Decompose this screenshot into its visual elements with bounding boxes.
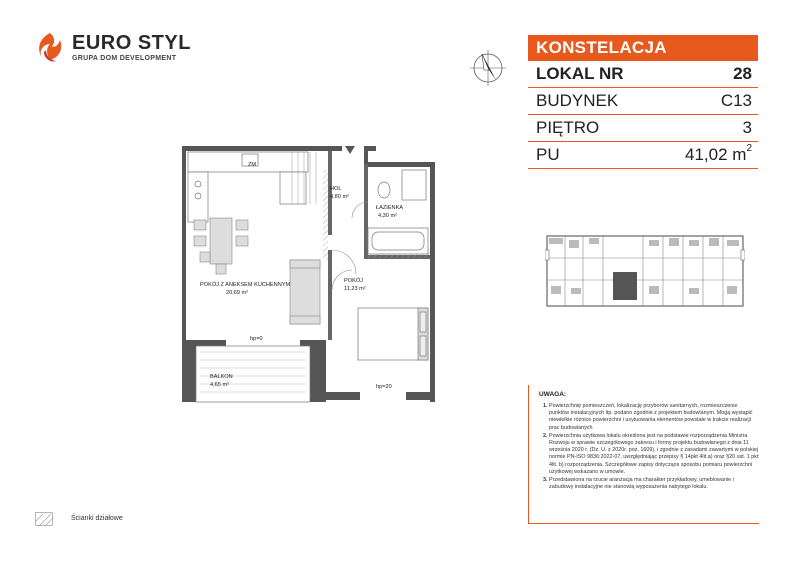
notes-title: UWAGA:: [539, 391, 567, 398]
notes-list: [537, 403, 759, 492]
room-area-living: 20,69 m²: [226, 290, 249, 296]
project-title: KONSTELACJA: [528, 35, 758, 61]
legend-label: Ścianki działowe: [71, 515, 123, 522]
zm-label: ZM: [248, 162, 257, 168]
room-name-balcony: BALKON: [210, 374, 233, 380]
info-row-budynek: [528, 88, 758, 115]
info-value: C13: [720, 91, 752, 110]
hatch-swatch-icon: [35, 512, 53, 526]
info-value-area: [685, 145, 752, 165]
hp20-mark: hp=20: [376, 384, 392, 390]
room-area-bedroom: 11,23 m²: [344, 286, 366, 292]
hp0-mark: hp=0: [250, 336, 263, 342]
brand-name: EURO STYL: [72, 32, 191, 54]
floor-plan: [180, 140, 442, 408]
building-key-plan: [545, 228, 745, 314]
note-item: 1. Powierzchnię pomieszczeń, lokalizację przyborów sanitarnych, rozmieszczenie punktów instalacyjnych itp. podano zgodnie z projektem budowlanym. Mogą wystąpić niewielkie różnice powierzchni i usytuowania elementów powstałe w trakcie realizacji prac budowlanych: [549, 403, 759, 432]
info-row-pietro: [528, 115, 758, 142]
flame-logo-icon: [32, 30, 68, 66]
note-item: 2. Powierzchnia użytkowa lokalu określona jest na podstawie rozporządzenia Ministra Rozwoju w sprawie szczegółowego zakresu i formy projektu budowlanego z dnia 11 września 2020 r. (Dz. U. z 2020r. poz. 1609), i zgodnie z zasadami zawartymi w polskiej normie PN-ISO 9836:2022-07, uwzględniając przepisy § 14pkt 4lit.a) oraz §20 ust. 1 pkt 4lit. b) rozporządzenia. Szczegółowe zapisy dotyczące sposobu pomiaru powierzchni użytkowej wskazano w umowie.: [549, 433, 759, 476]
area-value: 41,02 m: [685, 145, 747, 164]
room-name-living: POKÓJ Z ANEKSEM KUCHENNYM: [200, 282, 291, 288]
room-area-bathroom: 4,30 m²: [378, 213, 397, 219]
info-label: PIĘTRO: [536, 118, 600, 137]
info-row-pu: [528, 142, 758, 169]
info-label: BUDYNEK: [536, 91, 619, 110]
apartment-info-panel: [528, 35, 758, 169]
room-area-hol: 4,80 m²: [330, 194, 349, 200]
highlighted-apartment: [613, 272, 637, 300]
room-name-bathroom: ŁAZIENKA: [376, 205, 404, 211]
area-unit-exponent: 2: [746, 143, 752, 154]
brand-tagline: GRUPA DOM DEVELOPMENT: [72, 55, 177, 62]
notes-box: [528, 385, 759, 524]
info-label: PU: [536, 145, 560, 164]
room-name-hol: HOL: [330, 186, 342, 192]
info-value: 28: [733, 64, 752, 83]
brand-logo: [32, 30, 192, 70]
room-area-balcony: 4,65 m²: [210, 382, 229, 388]
room-name-bedroom: POKÓJ: [344, 278, 363, 284]
entrance-arrow-icon: [345, 146, 355, 154]
compass-icon: [460, 40, 516, 96]
info-row-lokal: [528, 61, 758, 88]
note-item: 3. Przedstawiona na rzucie aranżacja ma charakter przykładowy, umeblowanie i zabudowy instalacyjne nie stanowią wyposażenia nabytego lokalu.: [549, 477, 759, 491]
info-value: 3: [742, 118, 752, 137]
info-label: LOKAL NR: [536, 64, 624, 83]
